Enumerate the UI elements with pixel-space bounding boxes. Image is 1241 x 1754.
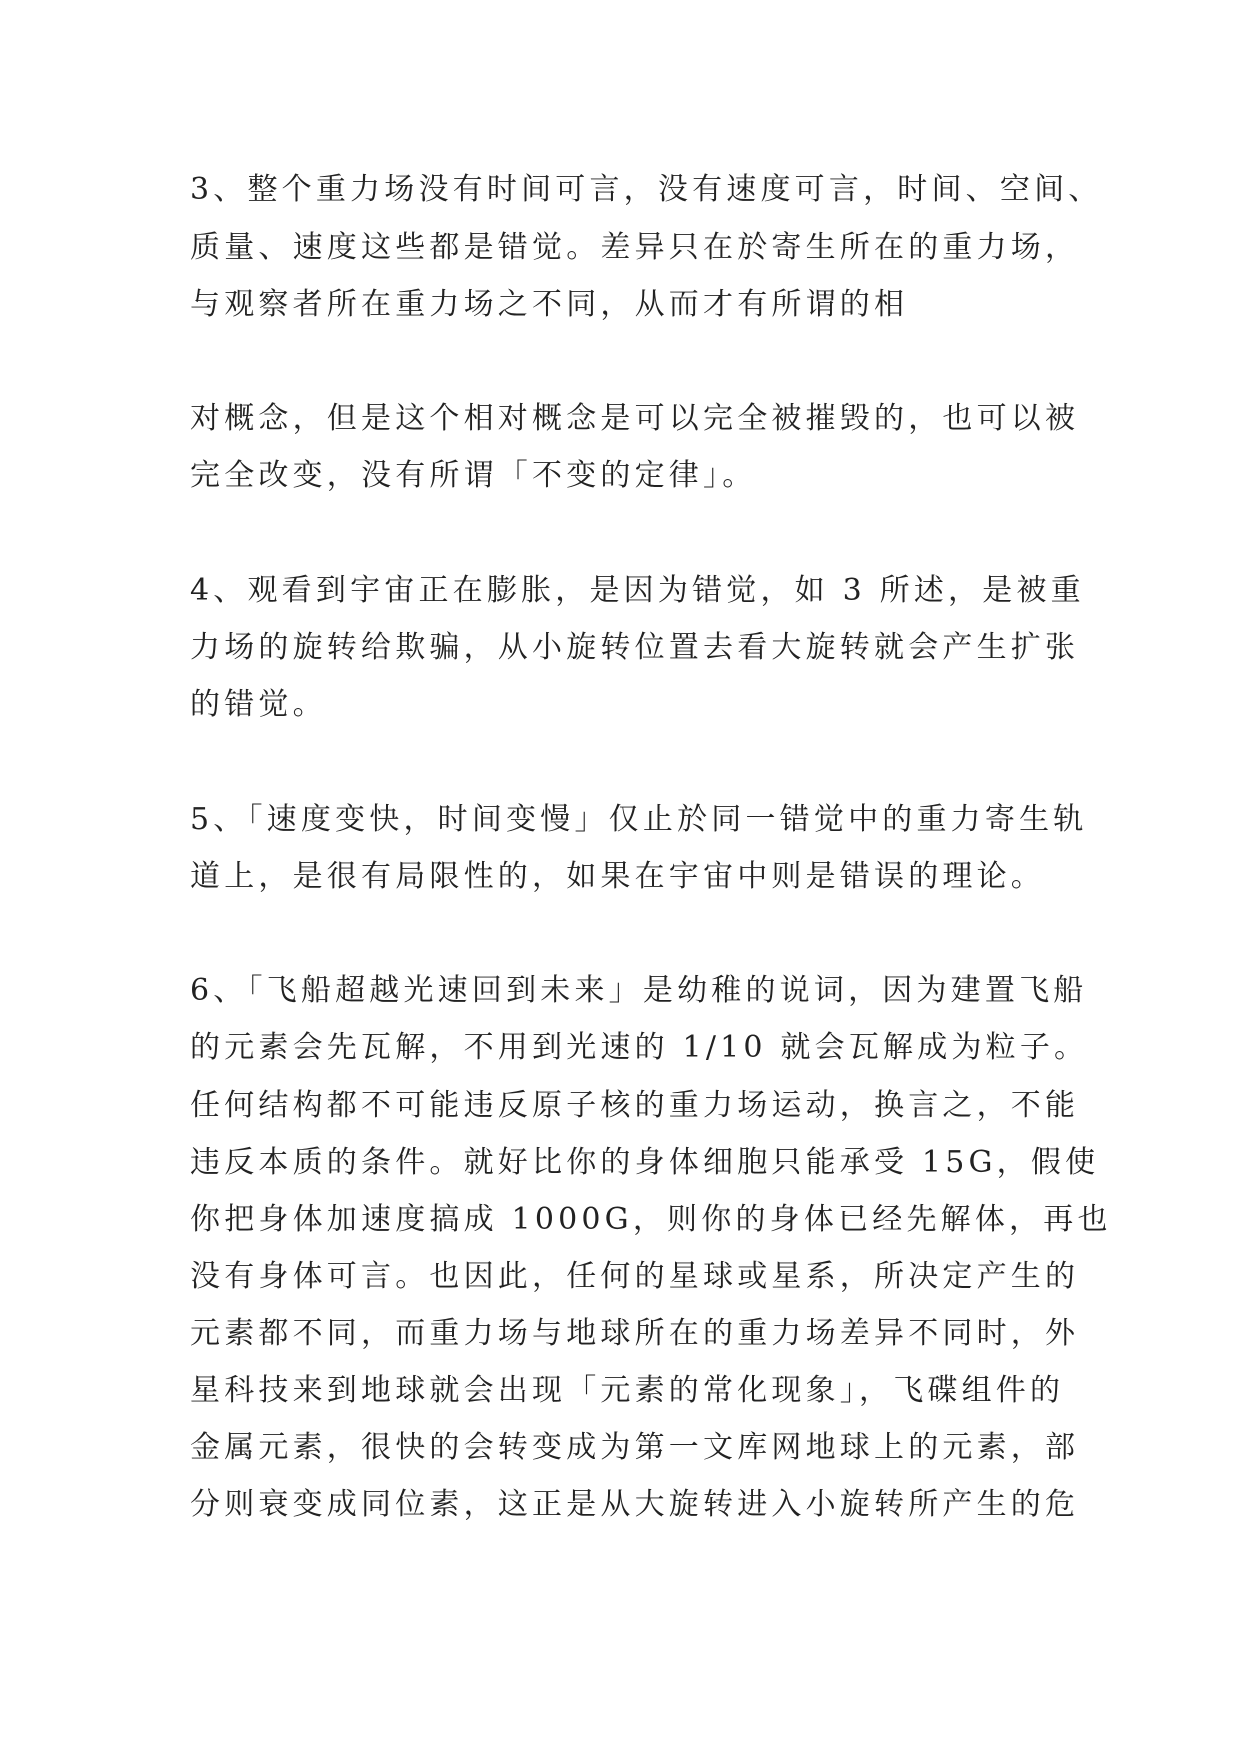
paragraph-3-continued-line-2: 完全改变，没有所谓「不变的定律」。 [190,458,757,493]
paragraph-6-line-9: 金属元素，很快的会转变成为第一文库网地球上的元素，部 [190,1430,1080,1465]
paragraph-6-line-5: 你把身体加速度搞成 1000G，则你的身体已经先解体，再也 [190,1202,1112,1237]
paragraph-3-line-3: 与观察者所在重力场之不同，从而才有所谓的相 [190,287,909,322]
paragraph-6-line-1: 6、「飞船超越光速回到未来」是幼稚的说词，因为建置飞船 [190,973,1088,1008]
paragraph-6-line-10: 分则衰变成同位素，这正是从大旋转进入小旋转所产生的危 [190,1487,1080,1522]
paragraph-3-line-2: 质量、速度这些都是错觉。差异只在於寄生所在的重力场， [190,230,1080,265]
paragraph-5-line-1: 5、「速度变快，时间变慢」仅止於同一错觉中的重力寄生轨 [190,802,1088,837]
paragraph-4-line-1: 4、观看到宇宙正在膨胀，是因为错觉，如 3 所述，是被重 [190,573,1085,608]
paragraph-6-line-7: 元素都不同，而重力场与地球所在的重力场差异不同时，外 [190,1316,1080,1351]
paragraph-3-continued-line-1: 对概念，但是这个相对概念是可以完全被摧毁的，也可以被 [190,401,1080,436]
paragraph-5-line-2: 道上，是很有局限性的，如果在宇宙中则是错误的理论。 [190,859,1045,894]
paragraph-4-line-2: 力场的旋转给欺骗，从小旋转位置去看大旋转就会产生扩张 [190,630,1080,665]
paragraph-6-line-6: 没有身体可言。也因此，任何的星球或星系，所决定产生的 [190,1259,1080,1294]
paragraph-6-line-3: 任何结构都不可能违反原子核的重力场运动，换言之，不能 [190,1088,1080,1123]
paragraph-6-line-4: 违反本质的条件。就好比你的身体细胞只能承受 15G，假使 [190,1145,1100,1180]
paragraph-3-line-1: 3、整个重力场没有时间可言，没有速度可言，时间、空间、 [190,172,1103,207]
paragraph-6-line-8: 星科技来到地球就会出现「元素的常化现象」，飞碟组件的 [190,1373,1065,1408]
paragraph-6-line-2: 的元素会先瓦解，不用到光速的 1/10 就会瓦解成为粒子。 [190,1030,1089,1065]
paragraph-4-line-3: 的错觉。 [190,687,327,722]
